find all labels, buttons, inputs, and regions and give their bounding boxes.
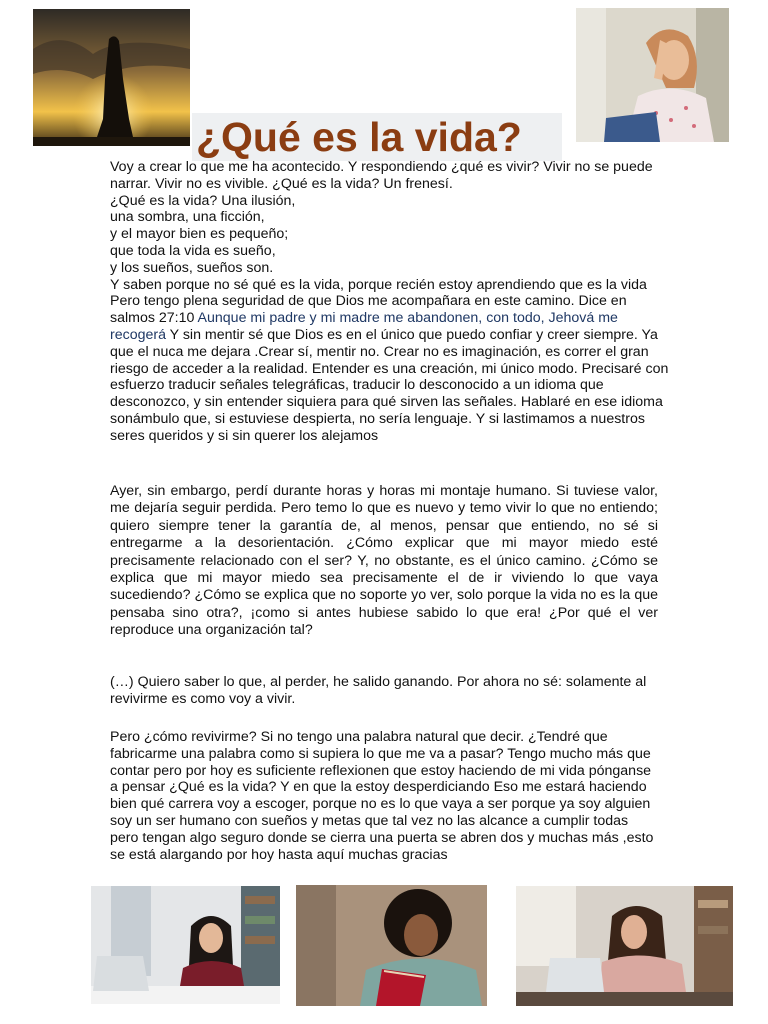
paragraph-1 (110, 159, 670, 445)
body-text-start: Y saben porque no sé qué es la vida, porque recién estoy aprendiendo que es la vida Pero tengo plena seguridad de que Dios me acompañara en este camino. Dice en salmos 27:10 (110, 276, 647, 327)
page-title: ¿Qué es la vida? (192, 113, 562, 161)
paragraph-2: Ayer, sin embargo, perdí durante horas y horas mi montaje humano. Si tuviese valor, me dejaría seguir perdida. Pero temo lo que es nuevo y temo vivir lo que no entiendo; quiero siempre tener la garantía de, al menos, pensar que entiendo, no sé si entregarme a la desorientación. ¿Cómo explicar que mi mayor miedo esté precisamente relacionado con el ser? Y, no obstante, es el único camino. ¿Cómo se explica que mi mayor miedo sea precisamente el de ir viviendo lo que vaya sucediendo? ¿Cómo se explica que no soporte yo ver, solo porque la vida no es la que pensaba sino otra?, ¡como si antes hubiese sabido lo que era! ¿Por qué el ver reproduce una organización tal? (110, 483, 658, 639)
poem-line: que toda la vida es sueño, (110, 242, 276, 259)
body-text (110, 277, 670, 445)
poem-line: ¿Qué es la vida? Una ilusión, (110, 192, 296, 209)
woman-laptop-image (91, 886, 280, 1004)
poem-line: y los sueños, sueños son. (110, 259, 274, 276)
body-text-end: Y sin mentir sé que Dios es en el único que puedo confiar y creer siempre. Ya que el nuca me dejara .Crear sí, mentir no. Crear no es imaginación, es correr el gran riesgo de acceder a la realidad. Entender es una creación, mi único modo. Precisaré con esfuerzo traducir señales telegráficas, traducir lo desconocido a un idioma que desconozco, y sin entender siquiera para qué sirven las señales. Hablaré en ese idioma sonámbulo que, si estuviese despierta, no sería lenguaje. Y si lastimamos a nuestros seres queridos y si sin querer los alejamos (110, 326, 669, 444)
sunset-statue-image (33, 9, 190, 146)
psalm-quote: Aunque mi padre y mi madre me abandonen, con todo, Jehová me recogerá (110, 310, 618, 343)
paragraph-4: Pero ¿cómo revivirme? Si no tengo una palabra natural que decir. ¿Tendré que fabricarme una palabra como si supiera lo que me va a pasar? Tengo mucho más que contar pero por hoy es suficiente reflexionen que estoy haciendo de mi vida pónganse a pensar ¿Qué es la vida? Y en que la estoy desperdiciando Eso me estará haciendo bien qué carrera voy a escoger, porque no es lo que vaya a ser porque ya soy alguien soy un ser humano con sueños y metas que tal vez no las alcance a cumplir todas pero tengan algo seguro donde se cierra una puerta se abren dos y muchas más ,esto se está alargando por hoy hasta aquí muchas gracias (110, 729, 654, 863)
poem-line: y el mayor bien es pequeño; (110, 226, 289, 243)
intro-text: Voy a crear lo que me ha acontecido. Y respondiendo ¿qué es vivir? Vivir no se puede narrar. Vivir no es vivible. ¿Qué es la vida? Un frenesí. (110, 159, 653, 192)
paragraph-3: (…) Quiero saber lo que, al perder, he salido ganando. Por ahora no sé: solamente al revivirme es como voy a vivir. (110, 674, 647, 707)
woman-window-image (516, 886, 733, 1006)
pensive-woman-image (576, 8, 729, 142)
poem-line: una sombra, una ficción, (110, 209, 265, 226)
woman-book-image (296, 885, 487, 1006)
